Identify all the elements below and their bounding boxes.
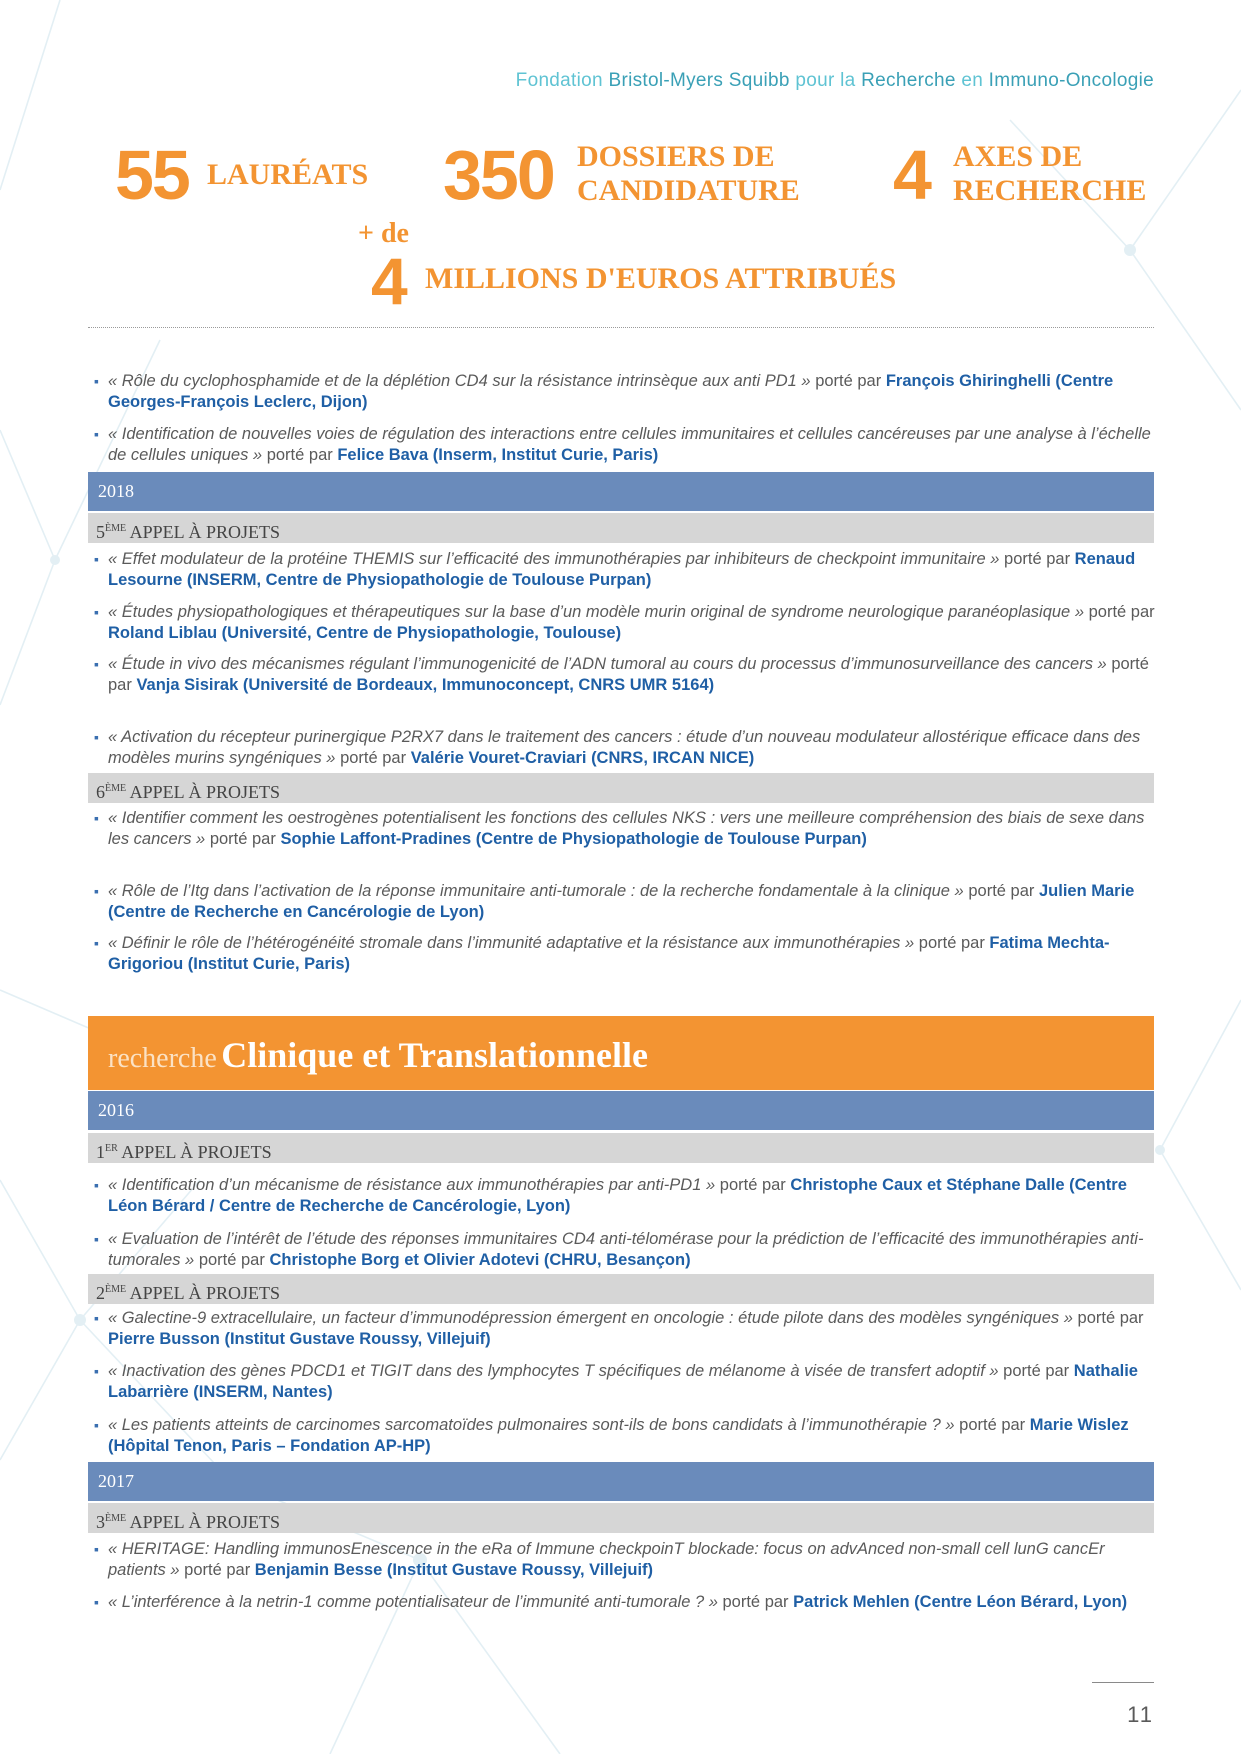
stat-millions-label: MILLIONS D'EUROS ATTRIBUÉS bbox=[425, 262, 897, 295]
list-item bbox=[96, 1361, 1156, 1403]
project-leader: Patrick Mehlen (Centre Léon Bérard, Lyon) bbox=[793, 1593, 1128, 1611]
project-leader: Renaud Lesourne (INSERM, Centre de Physiopathologie de Toulouse Purpan) bbox=[108, 550, 1136, 589]
bullet: ▪ bbox=[94, 1594, 99, 1610]
section-header-clinique bbox=[88, 1016, 1154, 1090]
list-item bbox=[96, 727, 1156, 769]
stat-millions-number: 4 bbox=[371, 244, 406, 318]
list-item bbox=[96, 371, 1156, 413]
project-title: « L’interférence à la netrin-1 comme potentialisateur de l’immunité anti-tumorale ? » bbox=[108, 1593, 718, 1611]
porte-par: porté par bbox=[815, 372, 882, 390]
porte-par: porté par bbox=[209, 830, 276, 848]
stat-axes-label bbox=[953, 140, 1146, 208]
porte-par: porté par bbox=[184, 1561, 251, 1579]
call-label: APPEL À PROJETS bbox=[129, 782, 280, 802]
header-word: Immuno-Oncologie bbox=[988, 70, 1154, 91]
project-title: « HERITAGE: Handling immunosEnescence in the eRa of Immune checkpoinT blockade: focus on advAnced non-small cell lunG cancEr patients » bbox=[108, 1540, 1105, 1579]
list-item bbox=[96, 1415, 1156, 1457]
call-number: 5 bbox=[96, 522, 105, 542]
stat-axes-label-line: AXES DE bbox=[953, 140, 1083, 173]
porte-par: porté par bbox=[722, 1593, 789, 1611]
porte-par: porté par bbox=[1003, 1362, 1070, 1380]
stat-axes-label-line: RECHERCHE bbox=[953, 174, 1147, 207]
dotted-divider bbox=[88, 327, 1154, 328]
project-leader: François Ghiringhelli (Centre Georges-François Leclerc, Dijon) bbox=[108, 372, 1114, 411]
header-word: Recherche bbox=[861, 70, 956, 91]
call-label: APPEL À PROJETS bbox=[129, 522, 280, 542]
stat-plus-de: + de bbox=[358, 218, 409, 249]
project-title: « Effet modulateur de la protéine THEMIS sur l’efficacité des immunothérapies par inhibiteurs de checkpoint immunitaire » bbox=[108, 550, 1000, 568]
bullet: ▪ bbox=[94, 426, 99, 442]
year-bar-2018: 2018 bbox=[88, 472, 1154, 511]
call-bar-2 bbox=[88, 1274, 1154, 1304]
project-title: « Rôle de l’Itg dans l’activation de la réponse immunitaire anti-tumorale : de la recherche fondamentale à la clinique » bbox=[108, 882, 964, 900]
call-suffix: ÈME bbox=[105, 783, 127, 794]
list-item bbox=[96, 808, 1156, 850]
porte-par: porté par bbox=[340, 749, 407, 767]
porte-par: porté par bbox=[266, 446, 333, 464]
project-title: « Evaluation de l’intérêt de l’étude des réponses immunitaires CD4 anti-télomérase pour la prédiction de l’efficacité des immunothérapies anti-tumorales » bbox=[108, 1230, 1144, 1269]
project-leader: Nathalie Labarrière (INSERM, Nantes) bbox=[108, 1362, 1138, 1401]
project-leader: Christophe Borg et Olivier Adotevi (CHRU, Besançon) bbox=[269, 1251, 691, 1269]
foundation-header bbox=[516, 70, 1154, 92]
project-leader: Marie Wislez (Hôpital Tenon, Paris – Fondation AP-HP) bbox=[108, 1416, 1129, 1455]
bullet: ▪ bbox=[94, 729, 99, 745]
call-label: APPEL À PROJETS bbox=[121, 1142, 272, 1162]
year-bar-2017: 2017 bbox=[88, 1462, 1154, 1501]
list-item bbox=[96, 654, 1156, 696]
bullet: ▪ bbox=[94, 1541, 99, 1557]
porte-par: porté par bbox=[1077, 1309, 1144, 1327]
bullet: ▪ bbox=[94, 1231, 99, 1247]
porte-par: porté par bbox=[108, 655, 1149, 694]
list-item bbox=[96, 602, 1156, 644]
call-suffix: ÈME bbox=[105, 1284, 127, 1295]
call-bar-6 bbox=[88, 773, 1154, 803]
project-leader: Felice Bava (Inserm, Institut Curie, Paris) bbox=[337, 446, 659, 464]
call-label: APPEL À PROJETS bbox=[129, 1283, 280, 1303]
project-leader: Benjamin Besse (Institut Gustave Roussy, Villejuif) bbox=[254, 1561, 654, 1579]
porte-par: porté par bbox=[1088, 603, 1155, 621]
bullet: ▪ bbox=[94, 551, 99, 567]
project-title: « Étude in vivo des mécanismes régulant l’immunogenicité de l’ADN tumoral au cours du processus d’immunosurveillance des cancers » bbox=[108, 655, 1107, 673]
call-bar-3 bbox=[88, 1503, 1154, 1533]
project-title: « Identification d’un mécanisme de résistance aux immunothérapies par anti-PD1 » bbox=[108, 1176, 716, 1194]
project-title: « Activation du récepteur purinergique P2RX7 dans le traitement des cancers : étude d’un nouveau modulateur allostérique efficace dans des modèles murins syngéniques » bbox=[108, 728, 1141, 767]
porte-par: porté par bbox=[968, 882, 1035, 900]
call-number: 2 bbox=[96, 1283, 105, 1303]
stat-axes-number: 4 bbox=[893, 136, 930, 214]
list-item bbox=[96, 1539, 1156, 1581]
header-word: Fondation bbox=[515, 70, 603, 91]
list-item bbox=[96, 549, 1156, 591]
call-suffix: ÈME bbox=[105, 523, 127, 534]
call-number: 1 bbox=[96, 1142, 105, 1162]
list-item bbox=[96, 1592, 1156, 1613]
project-leader: Roland Liblau (Université, Centre de Physiopathologie, Toulouse) bbox=[108, 624, 622, 642]
porte-par: porté par bbox=[918, 934, 985, 952]
bullet: ▪ bbox=[94, 656, 99, 672]
project-title: « Inactivation des gènes PDCD1 et TIGIT dans des lymphocytes T spécifiques de mélanome à visée de transfert adoptif » bbox=[108, 1362, 999, 1380]
porte-par: porté par bbox=[959, 1416, 1026, 1434]
bullet: ▪ bbox=[94, 810, 99, 826]
call-number: 6 bbox=[96, 782, 105, 802]
project-title: « Définir le rôle de l’hétérogénéité stromale dans l’immunité adaptative et la résistance aux immunothérapies » bbox=[108, 934, 915, 952]
call-suffix: ER bbox=[105, 1143, 118, 1154]
section-header-light: recherche bbox=[108, 1043, 217, 1074]
project-leader: Christophe Caux et Stéphane Dalle (Centre Léon Bérard / Centre de Recherche de Cancérologie, Lyon) bbox=[108, 1176, 1127, 1215]
list-item bbox=[96, 881, 1156, 923]
porte-par: porté par bbox=[198, 1251, 265, 1269]
bullet: ▪ bbox=[94, 373, 99, 389]
list-item bbox=[96, 1229, 1156, 1271]
stat-laureats-number: 55 bbox=[115, 136, 189, 214]
footer-divider bbox=[1092, 1682, 1154, 1683]
call-bar-5 bbox=[88, 513, 1154, 543]
project-leader: Fatima Mechta-Grigoriou (Institut Curie, Paris) bbox=[108, 934, 1110, 973]
project-title: « Identifier comment les oestrogènes potentialisent les fonctions des cellules NKS : vers une meilleure compréhension des biais de sexe dans les cancers » bbox=[108, 809, 1145, 848]
bullet: ▪ bbox=[94, 1177, 99, 1193]
project-title: « Études physiopathologiques et thérapeutiques sur la base d’un modèle murin original de syndrome neurologique paranéoplasique » bbox=[108, 603, 1084, 621]
call-bar-1 bbox=[88, 1133, 1154, 1163]
list-item bbox=[96, 424, 1156, 466]
stat-dossiers-label-line: CANDIDATURE bbox=[577, 174, 800, 207]
call-label: APPEL À PROJETS bbox=[129, 1512, 280, 1532]
project-leader: Julien Marie (Centre de Recherche en Cancérologie de Lyon) bbox=[108, 882, 1135, 921]
stat-laureats-label: LAURÉATS bbox=[207, 158, 369, 191]
project-leader: Vanja Sisirak (Université de Bordeaux, Immunoconcept, CNRS UMR 5164) bbox=[136, 676, 715, 694]
header-word: en bbox=[961, 70, 984, 91]
bullet: ▪ bbox=[94, 883, 99, 899]
porte-par: porté par bbox=[1004, 550, 1071, 568]
bullet: ▪ bbox=[94, 1417, 99, 1433]
header-word: Bristol-Myers Squibb bbox=[608, 70, 790, 91]
project-title: « Galectine-9 extracellulaire, un facteur d’immunodépression émergent en oncologie : étude pilote dans des modèles syngéniques » bbox=[108, 1309, 1073, 1327]
list-item bbox=[96, 1308, 1156, 1350]
bullet: ▪ bbox=[94, 604, 99, 620]
call-suffix: ÈME bbox=[105, 1513, 127, 1524]
list-item bbox=[96, 1175, 1156, 1217]
year-bar-2016: 2016 bbox=[88, 1091, 1154, 1130]
bullet: ▪ bbox=[94, 1363, 99, 1379]
stat-dossiers-number: 350 bbox=[443, 136, 554, 214]
project-leader: Valérie Vouret-Craviari (CNRS, IRCAN NICE) bbox=[410, 749, 755, 767]
project-leader: Sophie Laffont-Pradines (Centre de Physiopathologie de Toulouse Purpan) bbox=[280, 830, 867, 848]
page-number: 11 bbox=[1127, 1702, 1154, 1727]
section-header-bold: Clinique et Translationnelle bbox=[221, 1035, 648, 1075]
stat-dossiers-label bbox=[577, 140, 800, 208]
list-item bbox=[96, 933, 1156, 975]
bullet: ▪ bbox=[94, 935, 99, 951]
project-leader: Pierre Busson (Institut Gustave Roussy, Villejuif) bbox=[108, 1330, 491, 1348]
project-title: « Rôle du cyclophosphamide et de la déplétion CD4 sur la résistance intrinsèque aux anti PD1 » bbox=[108, 372, 811, 390]
header-word: pour la bbox=[795, 70, 856, 91]
project-title: « Les patients atteints de carcinomes sarcomatoïdes pulmonaires sont-ils de bons candidats à l’immunothérapie ? » bbox=[108, 1416, 955, 1434]
project-title: « Identification de nouvelles voies de régulation des interactions entre cellules immunitaires et cellules cancéreuses par une analyse à l’échelle de cellules uniques » bbox=[108, 425, 1151, 464]
porte-par: porté par bbox=[719, 1176, 786, 1194]
bullet: ▪ bbox=[94, 1310, 99, 1326]
stat-dossiers-label-line: DOSSIERS DE bbox=[577, 140, 775, 173]
call-number: 3 bbox=[96, 1512, 105, 1532]
